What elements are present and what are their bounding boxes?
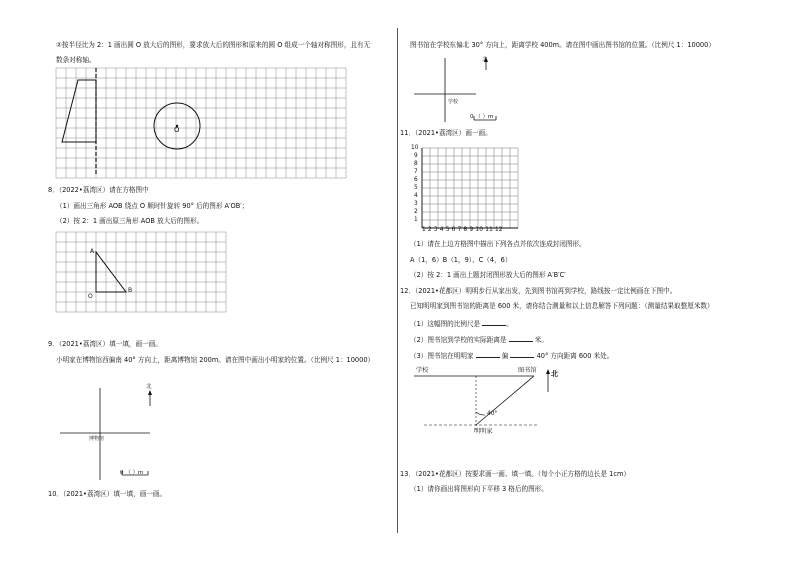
- q11-y-tick-label: 3: [414, 201, 418, 207]
- q9-center-label: 博物馆: [89, 436, 105, 442]
- q11-y-tick-label: 7: [414, 169, 418, 175]
- q11-y-tick-label: 1: [414, 217, 418, 223]
- q11-coordinate-grid: [412, 140, 532, 240]
- q12-sub3: [410, 350, 613, 361]
- q11-y-tick-label: 4: [414, 193, 418, 199]
- q10-title: 10．（2021•荔湾区）填一填，画一画。: [48, 490, 167, 498]
- q12-text: 已知明明家到图书馆的距离是 600 米，请你结合测量和以上信息解答下列问题：（测量结果取整厘米数）: [410, 302, 714, 310]
- q10-scale-label: 0 （ ）m: [470, 114, 494, 120]
- q9-title: 9．（2021•荔湾区）填一填，画一画。: [48, 340, 162, 348]
- q11-y-tick-label: 6: [414, 177, 418, 183]
- q8-label-b: B: [128, 287, 133, 294]
- q8-label-a: A: [90, 248, 95, 255]
- q12-sub3-text-b: 偏: [501, 352, 509, 360]
- q7-sub2-continued: 数条对称轴。: [56, 56, 96, 64]
- q11-sub2: （2）按 2：1 画出上题封闭图形放大后的图形 A′B′C′: [410, 271, 566, 279]
- q12-angle-label: 40°: [487, 411, 498, 417]
- q12-sub3-text-a: （3）图书馆在明明家: [410, 352, 474, 360]
- q13-sub1: （1）请你画出将图形向下平移 3 格后的图形。: [410, 485, 548, 493]
- q10-text: 图书馆在学校东偏北 30° 方向上，距离学校 400m。请在图中画出图书馆的位置。（比例尺 1：10000）: [410, 41, 715, 49]
- q11-y-tick-label: 8: [414, 161, 418, 167]
- q12-library-label: 图书馆: [518, 367, 537, 374]
- q8-sub1: （1）画出三角形 AOB 绕点 O 顺时针旋转 90° 后的图形 A′OB′；: [56, 202, 249, 210]
- q12-north-label: 北: [551, 370, 558, 378]
- q11-y-tick-label: 2: [414, 209, 418, 215]
- q13-title: 13．（2021•花都区）按要求画一画、填一填。（每个小正方格的边长是 1cm）: [400, 470, 631, 478]
- q12-sub3-text-c: 40° 方向距离 600 米处。: [536, 352, 614, 360]
- q9-north-label: 北: [146, 384, 152, 390]
- q9-text: 小明家在博物馆西偏南 40° 方向上，距离博物馆 200m。请在图中画出小明家的位置。（比例尺 1：10000）: [56, 356, 375, 364]
- q11-y-tick-label: 10: [411, 145, 419, 151]
- column-divider: [397, 28, 398, 533]
- q11-title: 11．（2021•荔湾区）画一画。: [400, 129, 492, 137]
- q12-sub3-blank-2[interactable]: [510, 350, 534, 358]
- q12-sub2: [410, 334, 548, 345]
- q11-y-tick-label: 5: [414, 185, 418, 191]
- q12-sub3-blank-1[interactable]: [476, 350, 500, 358]
- q12-sub2-text: （2）图书馆到学校的实际距离是: [410, 336, 507, 344]
- q8-sub2: （2）按 2：1 画出原三角形 AOB 放大后的图形。: [56, 217, 204, 225]
- q10-center-label: 学校: [448, 99, 459, 105]
- q12-sub1: （1）这幅图的比例尺是 。: [410, 320, 513, 328]
- q12-home-label: 明明家: [474, 428, 493, 435]
- q11-sub1: （1）请在上边方格图中描出下列各点并依次连成封闭图形。: [410, 240, 586, 248]
- q7-sub2-text: ②按半径比为 2：1 画出圆 O 放大后的图形，要求放大后的图形和原来的圆 O 组成一个轴对称图形，且有无: [56, 41, 371, 49]
- q12-school-label: 学校: [416, 367, 429, 374]
- q12-sub2-blank[interactable]: [509, 334, 533, 342]
- q12-sub2-unit: 米。: [534, 336, 548, 344]
- q9-scale-label: 0 （ ）m: [120, 470, 144, 476]
- q12-sub1-blank[interactable]: [482, 318, 506, 326]
- q8-title: 8．（2022•荔湾区）请在方格图中: [48, 186, 149, 194]
- q7-grid-figure: [56, 68, 346, 176]
- q11-x-axis-labels: 1 2 3 4 5 6 7 8 9 10 11 12: [422, 227, 503, 233]
- q8-grid-figure: [56, 232, 224, 316]
- q12-title: 12．（2021•花都区）明明步行从家出发，先到图书馆再到学校，路线按一定比例画在下图中。: [400, 287, 677, 295]
- q9-direction-figure: [56, 384, 176, 484]
- q12-sub1-text: （1）这幅图的比例尺是: [410, 320, 481, 328]
- q10-north-label: 北: [482, 57, 488, 63]
- q11-y-tick-label: 9: [414, 153, 418, 159]
- q7-circle-label: O: [174, 126, 180, 134]
- q11-points: A（1，6）B（1，9）、C（4，6）: [410, 256, 512, 264]
- q8-label-o: O: [88, 293, 93, 300]
